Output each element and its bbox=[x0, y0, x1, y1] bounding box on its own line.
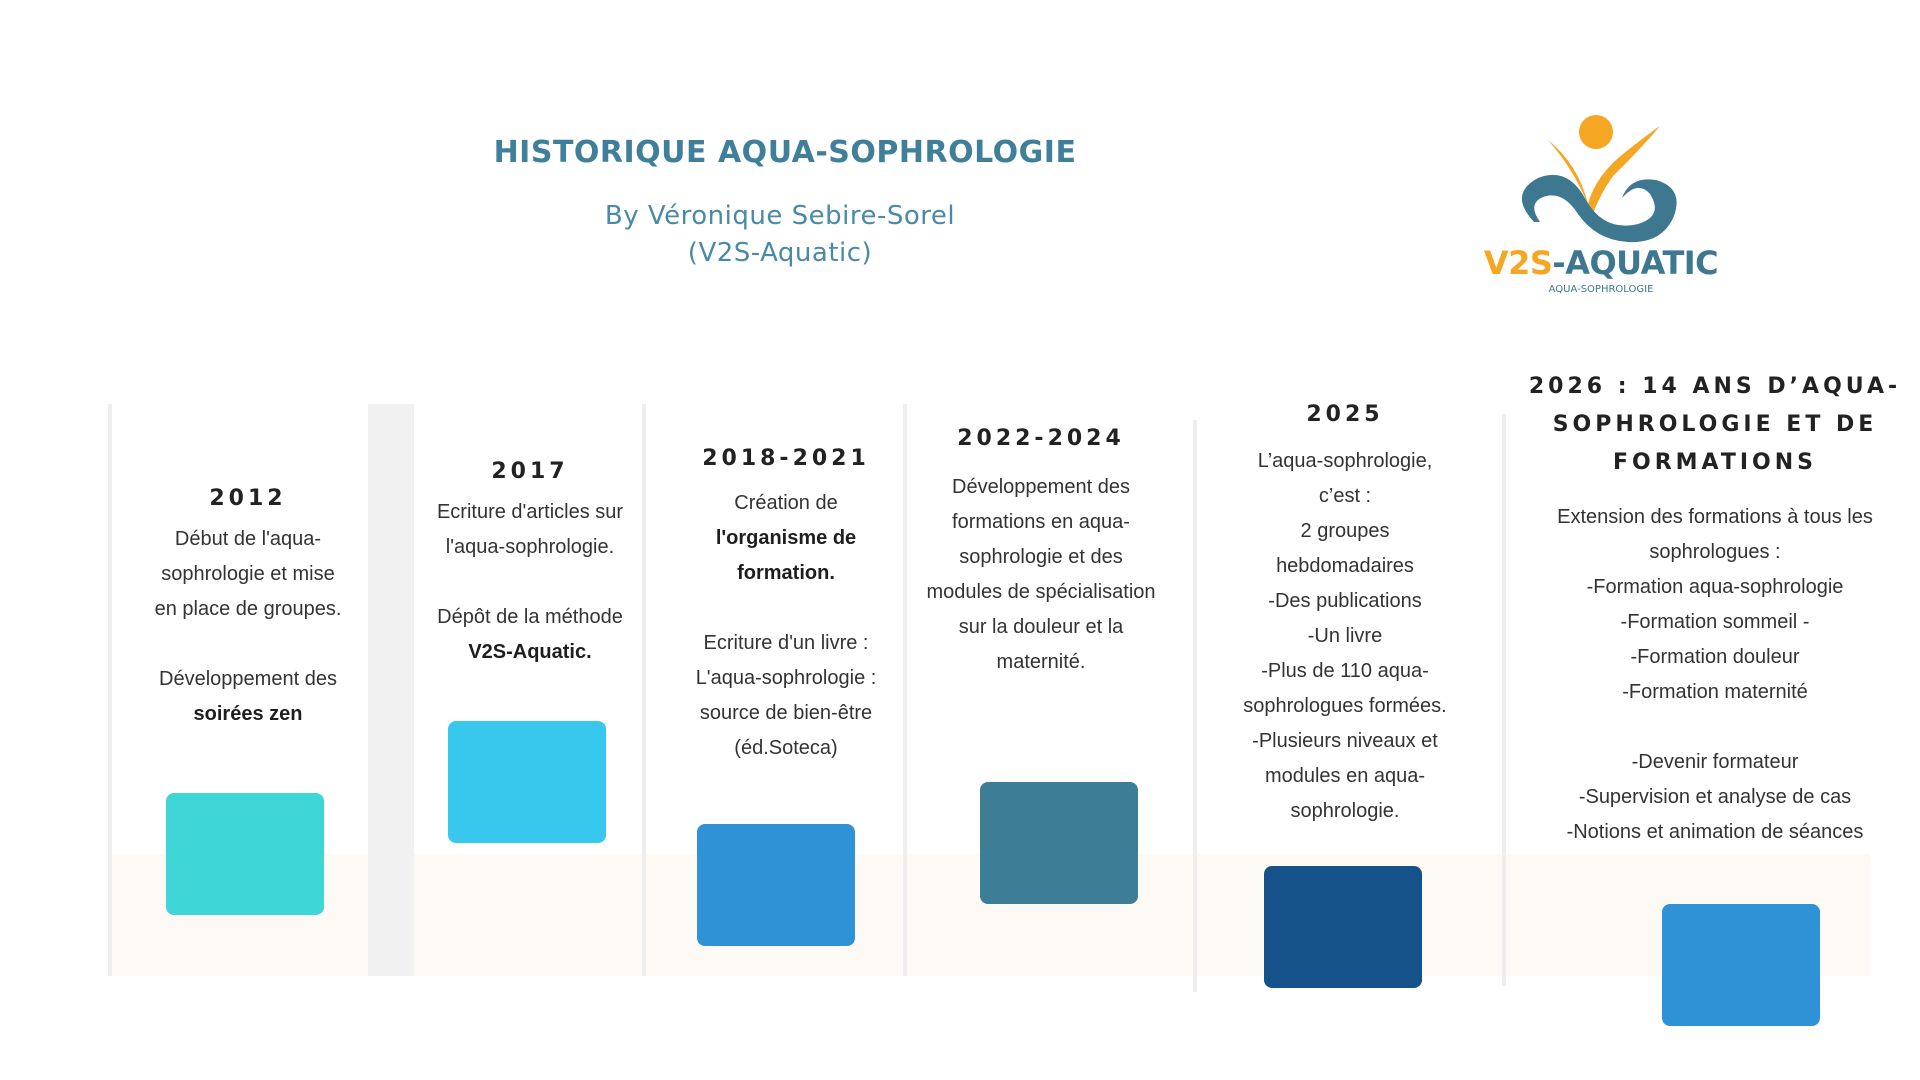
timeline-year-line: SOPHROLOGIE ET DE bbox=[1552, 412, 1878, 437]
timeline-text-line: -Formation sommeil - bbox=[1620, 611, 1810, 633]
timeline-year: 2022-2024 bbox=[957, 426, 1125, 451]
subtitle-author: By Véronique Sebire-Sorel bbox=[604, 201, 956, 231]
subtitle-brand: (V2S-Aquatic) bbox=[687, 238, 873, 268]
timeline-highlight-text: V2S-Aquatic. bbox=[468, 641, 592, 663]
timeline-text-line: source de bien-être bbox=[699, 702, 873, 724]
timeline-text-line: Ecriture d'articles sur bbox=[436, 501, 624, 523]
timeline-year: 2017 bbox=[491, 459, 569, 484]
timeline-text-line: -Des publications bbox=[1268, 590, 1422, 612]
column-separator-band bbox=[368, 404, 414, 976]
timeline-column-2012 bbox=[130, 480, 366, 732]
timeline-text-line: en place de groupes. bbox=[154, 598, 342, 620]
timeline-text-line: modules de spécialisation bbox=[926, 581, 1156, 603]
timeline-text-line: (éd.Soteca) bbox=[734, 737, 838, 759]
timeline-text-line: Ecriture d'un livre : bbox=[703, 632, 869, 654]
timeline-year: 2012 bbox=[209, 486, 287, 511]
timeline-text-line: sophrologie. bbox=[1290, 800, 1400, 822]
timeline-column-2017 bbox=[412, 453, 648, 670]
v2s-aquatic-logo bbox=[1478, 104, 1748, 304]
timeline-divider bbox=[1502, 414, 1506, 986]
logo-wordmark-aquatic: -AQUATIC bbox=[1552, 244, 1719, 282]
timeline-text-line: sophrologie et mise bbox=[161, 563, 335, 585]
timeline-text-line: -Formation aqua-sophrologie bbox=[1586, 576, 1844, 598]
timeline-marker-2022-2024 bbox=[980, 782, 1138, 904]
timeline-highlight-text: soirées zen bbox=[193, 703, 303, 725]
timeline-year bbox=[1520, 368, 1910, 482]
timeline-text-line: L'aqua-sophrologie : bbox=[695, 667, 877, 689]
page-title: HISTORIQUE AQUA-SOPHROLOGIE bbox=[493, 135, 1077, 170]
timeline-year: 2018-2021 bbox=[702, 446, 870, 471]
timeline-column-2026 bbox=[1520, 368, 1910, 850]
timeline-year: 2025 bbox=[1306, 402, 1384, 427]
timeline-divider bbox=[108, 404, 112, 976]
timeline-column-2022-2024 bbox=[905, 420, 1177, 680]
logo-wordmark-v2s: V2S bbox=[1483, 244, 1553, 282]
timeline-divider bbox=[1193, 420, 1197, 992]
logo-tagline: AQUA-SOPHROLOGIE bbox=[1548, 284, 1654, 295]
timeline-text-line: sophrologues : bbox=[1649, 541, 1781, 563]
timeline-text-line: sophrologie et des bbox=[959, 546, 1123, 568]
author-subtitle bbox=[500, 198, 1060, 272]
timeline-marker-2012 bbox=[166, 793, 324, 915]
timeline-text-line: L’aqua-sophrologie, bbox=[1257, 450, 1433, 472]
timeline-text-line: formations en aqua- bbox=[952, 511, 1130, 533]
timeline-text-line: -Formation maternité bbox=[1622, 681, 1808, 703]
timeline-text-line: Début de l'aqua- bbox=[174, 528, 322, 550]
timeline-text-line: -Formation douleur bbox=[1630, 646, 1800, 668]
swimmer-wave-logo-icon bbox=[1478, 104, 1724, 244]
timeline-text-line: hebdomadaires bbox=[1276, 555, 1414, 577]
timeline-text-line: Développement des bbox=[952, 476, 1130, 498]
timeline-text-line: -Notions et animation de séances bbox=[1566, 821, 1864, 843]
timeline-year-line: FORMATIONS bbox=[1612, 450, 1818, 475]
timeline-text-line: Création de bbox=[734, 492, 838, 514]
timeline-column-2025 bbox=[1210, 396, 1480, 829]
timeline-text-line: maternité. bbox=[996, 651, 1086, 673]
timeline-text-line: sur la douleur et la bbox=[958, 616, 1124, 638]
timeline-text-line: Dépôt de la méthode bbox=[437, 606, 623, 628]
timeline-text-line: Développement des bbox=[159, 668, 337, 690]
timeline-marker-2026 bbox=[1662, 904, 1820, 1026]
timeline-text-line: -Plus de 110 aqua- bbox=[1261, 660, 1429, 682]
timeline-highlight-text: l'organisme de bbox=[715, 527, 857, 549]
timeline-text-line: -Supervision et analyse de cas bbox=[1578, 786, 1852, 808]
timeline-text-line: -Plusieurs niveaux et bbox=[1252, 730, 1438, 752]
logo-wordmark bbox=[1478, 244, 1724, 282]
timeline-highlight-text: formation. bbox=[737, 562, 835, 584]
timeline-text-line: sophrologues formées. bbox=[1243, 695, 1447, 717]
timeline-marker-2025 bbox=[1264, 866, 1422, 988]
timeline-column-2018-2021 bbox=[666, 440, 906, 766]
timeline-text-line: c’est : bbox=[1318, 485, 1372, 507]
timeline-text-line: modules en aqua- bbox=[1264, 765, 1426, 787]
timeline-text-line: Extension des formations à tous les bbox=[1557, 506, 1873, 528]
timeline-marker-2017 bbox=[448, 721, 606, 843]
timeline-text-line: -Devenir formateur bbox=[1631, 751, 1799, 773]
timeline-year-line: 2026 : 14 ANS D’AQUA- bbox=[1528, 374, 1902, 399]
timeline-marker-2018-2021 bbox=[697, 824, 855, 946]
timeline-text-line: -Un livre bbox=[1307, 625, 1383, 647]
timeline-text-line: l'aqua-sophrologie. bbox=[445, 536, 615, 558]
timeline-text-line: 2 groupes bbox=[1300, 520, 1390, 542]
